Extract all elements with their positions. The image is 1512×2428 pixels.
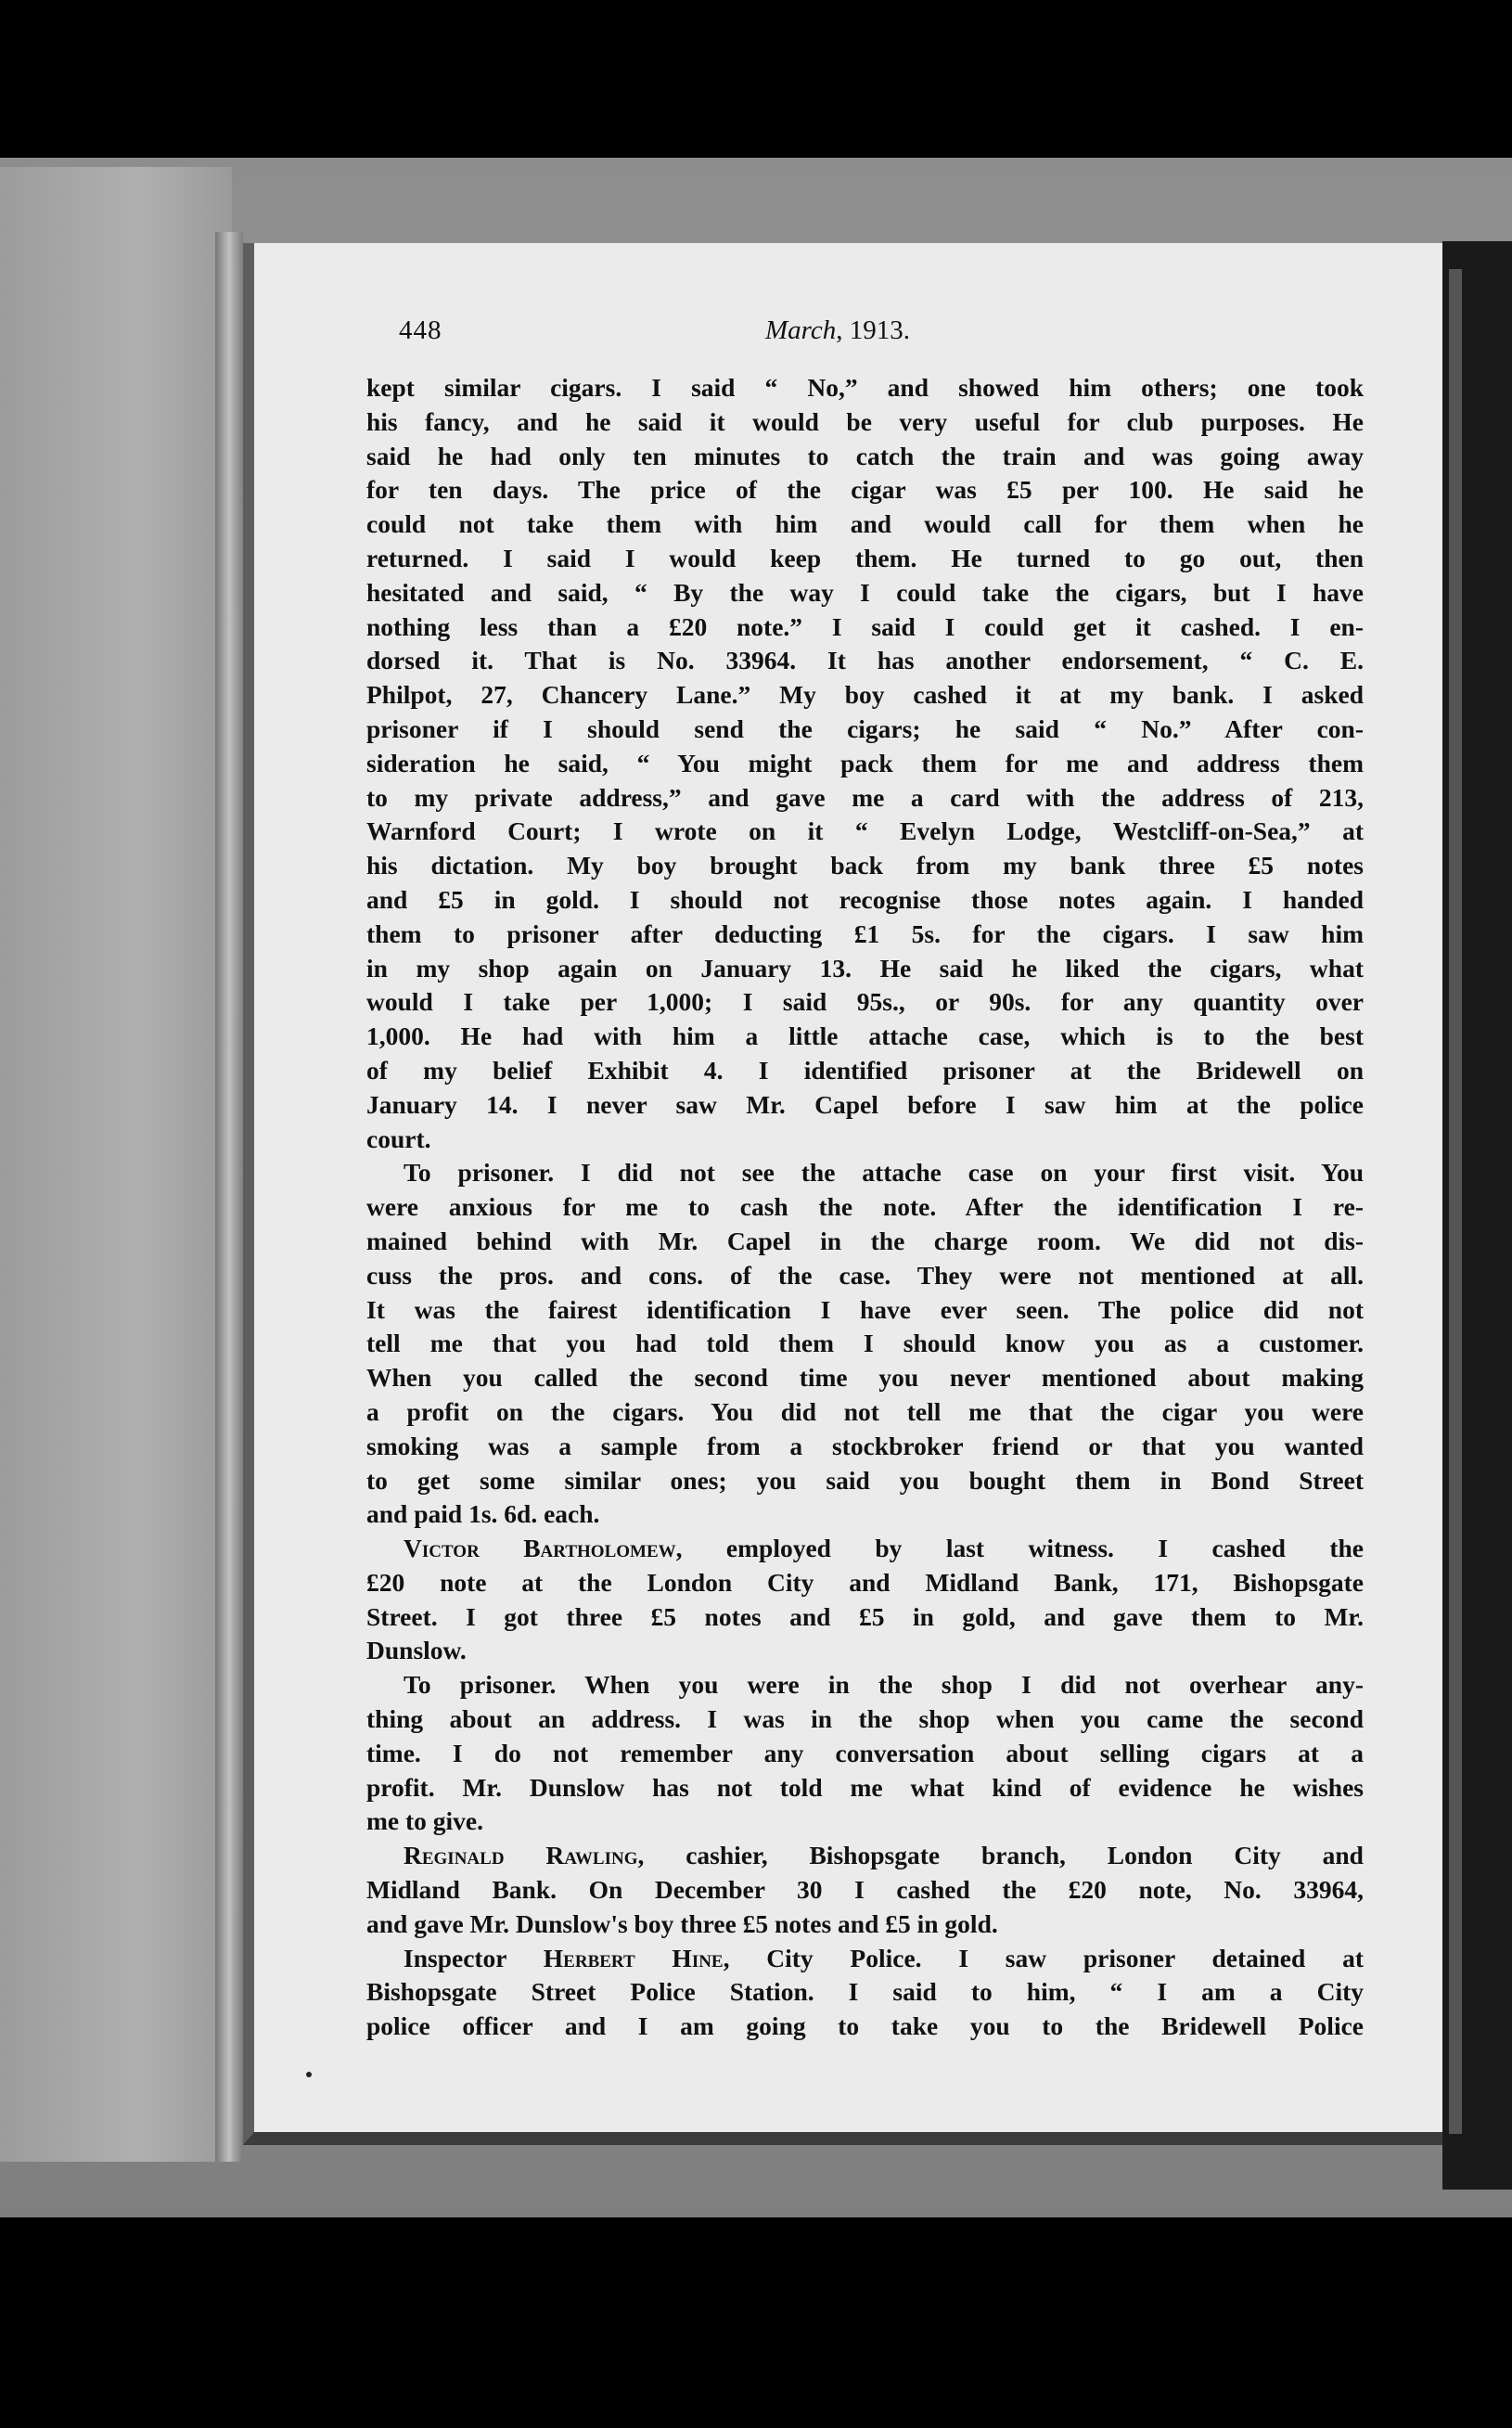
line-text: tell me that you had told them I should know you as a customer. [366,1329,1364,1358]
text-line [366,1020,1364,1054]
line-text: profit. Mr. Dunslow has not told me what kind of evidence he wishes [366,1772,1364,1802]
line-text: , employed by last witness. I cashed the [675,1534,1364,1563]
line-text: nothing less than a £20 note.” I said I could get it cashed. I en- [366,611,1364,641]
text-line [366,1361,1364,1395]
text-line [366,815,1364,849]
text-line [366,1634,1364,1668]
line-text: Philpot, 27, Chancery Lane.” My boy cashed it at my bank. I asked [366,680,1364,710]
line-text: It was the fairest identification I have ever seen. The police did not [366,1294,1364,1324]
text-line [366,1123,1364,1157]
text-line [366,473,1364,507]
line-text: court. [366,1124,431,1153]
line-text: cuss the pros. and cons. of the case. They were not mentioned at all. [366,1260,1364,1290]
witness-name: Reginald Rawling [404,1841,638,1870]
line-text: them to prisoner after deducting £1 5s. for the cigars. I saw him [366,919,1364,948]
line-text: hesitated and said, “ By the way I could take the cigars, but I have [366,577,1364,607]
witness-name: Herbert Hine [543,1943,724,1972]
line-text: To prisoner. I did not see the attache case on your first visit. You [404,1158,1364,1188]
line-text: his fancy, and he said it would be very useful for club purposes. He [366,406,1364,436]
line-text: , City Police. I saw prisoner detained at [723,1943,1364,1972]
text-line [366,1088,1364,1123]
line-text: of my belief Exhibit 4. I identified prisoner at the Bridewell on [366,1055,1364,1085]
text-line [366,1395,1364,1430]
line-text: to get some similar ones; you said you bought them in Bond Street [366,1465,1364,1495]
text-line [366,883,1364,918]
running-title-month: March [765,315,837,345]
text-line [366,1497,1364,1532]
text-line [366,1464,1364,1498]
line-text: Dunslow. [366,1636,467,1665]
witness-name: Victor Bartholomew [404,1534,676,1563]
line-text: January 14. I never saw Mr. Capel before I saw him at the police [366,1089,1364,1119]
text-line [366,1054,1364,1088]
line-text: When you called the second time you never mentioned about making [366,1363,1364,1393]
line-text: mained behind with Mr. Capel in the charge room. We did not dis- [366,1226,1364,1255]
line-text: a profit on the cigars. You did not tell me that the cigar you were [366,1396,1364,1426]
text-line [366,747,1364,781]
line-text: prisoner if I should send the cigars; he said “ No.” After con- [366,713,1364,743]
book-gutter [215,232,243,2162]
line-text: his dictation. My boy brought back from my bank three £5 notes [366,851,1364,880]
text-line [366,1668,1364,1702]
text-line [366,1566,1364,1600]
text-line [366,1600,1364,1635]
line-text: Bishopsgate Street Police Station. I said to him, “ I am a City [366,1977,1364,2007]
line-text: to my private address,” and gave me a card with the address of 213, [366,782,1364,812]
text-line [366,1259,1364,1293]
text-line [366,2010,1364,2044]
line-text: thing about an address. I was in the shop when you came the second [366,1704,1364,1734]
line-text: could not take them with him and would call for them when he [366,509,1364,539]
text-line [366,542,1364,576]
line-text: time. I do not remember any conversation about selling cigars at a [366,1738,1364,1767]
text-line [366,405,1364,440]
text-line [366,371,1364,405]
line-text: for ten days. The price of the cigar was £5 per 100. He said he [366,475,1364,505]
margin-speck [306,2072,312,2077]
text-line [366,1805,1364,1839]
text-line [366,713,1364,747]
text-line [366,1737,1364,1771]
text-line [366,576,1364,610]
text-line [366,1975,1364,2010]
text-line [366,1430,1364,1464]
line-text: kept similar cigars. I said “ No,” and showed him others; one took [366,373,1364,402]
text-line [366,610,1364,645]
text-line [366,1908,1364,1942]
body-text [366,371,1364,2044]
line-text: Street. I got three £5 notes and £5 in gold, and gave them to Mr. [366,1601,1364,1631]
text-line [366,1156,1364,1190]
line-text: 1,000. He had with him a little attache case, which is to the best [366,1021,1364,1051]
line-text: and gave Mr. Dunslow's boy three £5 notes and £5 in gold. [366,1908,998,1938]
text-line [366,1225,1364,1259]
line-text: were anxious for me to cash the note. After the identification I re- [366,1192,1364,1222]
line-text: me to give. [366,1806,483,1836]
facing-page-edge [0,167,232,2162]
line-text: , cashier, Bishopsgate branch, London City and [637,1841,1364,1870]
line-text: smoking was a sample from a stockbroker friend or that you wanted [366,1431,1364,1460]
text-line [366,1702,1364,1737]
text-line [366,952,1364,986]
text-line [366,1293,1364,1328]
text-line [366,918,1364,952]
text-line [366,781,1364,816]
line-prefix: Inspector [404,1943,544,1972]
text-line [366,1327,1364,1361]
text-line [366,849,1364,883]
line-text: To prisoner. When you were in the shop I did not overhear any- [404,1670,1364,1700]
text-line [366,1771,1364,1805]
text-line [366,644,1364,678]
text-line [366,1839,1364,1873]
text-line [366,985,1364,1020]
line-text: in my shop again on January 13. He said he liked the cigars, what [366,953,1364,983]
running-header [399,315,1382,353]
text-line [366,1942,1364,1976]
running-title [765,315,910,346]
text-line [366,1190,1364,1225]
line-text: would I take per 1,000; I said 95s., or 90s. for any quantity over [366,987,1364,1017]
line-text: Warnford Court; I wrote on it “ Evelyn Lodge, Westcliff-on-Sea,” at [366,816,1364,846]
line-text: sideration he said, “ You might pack them for me and address them [366,748,1364,777]
text-line [366,1532,1364,1566]
book-right-edge-highlight [1449,269,1462,2134]
line-text: £20 note at the London City and Midland Bank, 171, Bishopsgate [366,1567,1364,1597]
text-line [366,1873,1364,1908]
line-text: police officer and I am going to take you to the Bridewell Police [366,2011,1364,2041]
running-title-year: , 1913. [836,315,910,345]
line-text: returned. I said I would keep them. He turned to go out, then [366,543,1364,572]
line-text: said he had only ten minutes to catch the train and was going away [366,441,1364,470]
line-text: Midland Bank. On December 30 I cashed the £20 note, No. 33964, [366,1875,1364,1905]
text-line [366,507,1364,542]
text-line [366,678,1364,713]
line-text: dorsed it. That is No. 33964. It has another endorsement, “ C. E. [366,646,1364,675]
text-line [366,440,1364,474]
line-text: and paid 1s. 6d. each. [366,1499,600,1529]
page-number: 448 [399,315,442,345]
line-text: and £5 in gold. I should not recognise those notes again. I handed [366,884,1364,914]
